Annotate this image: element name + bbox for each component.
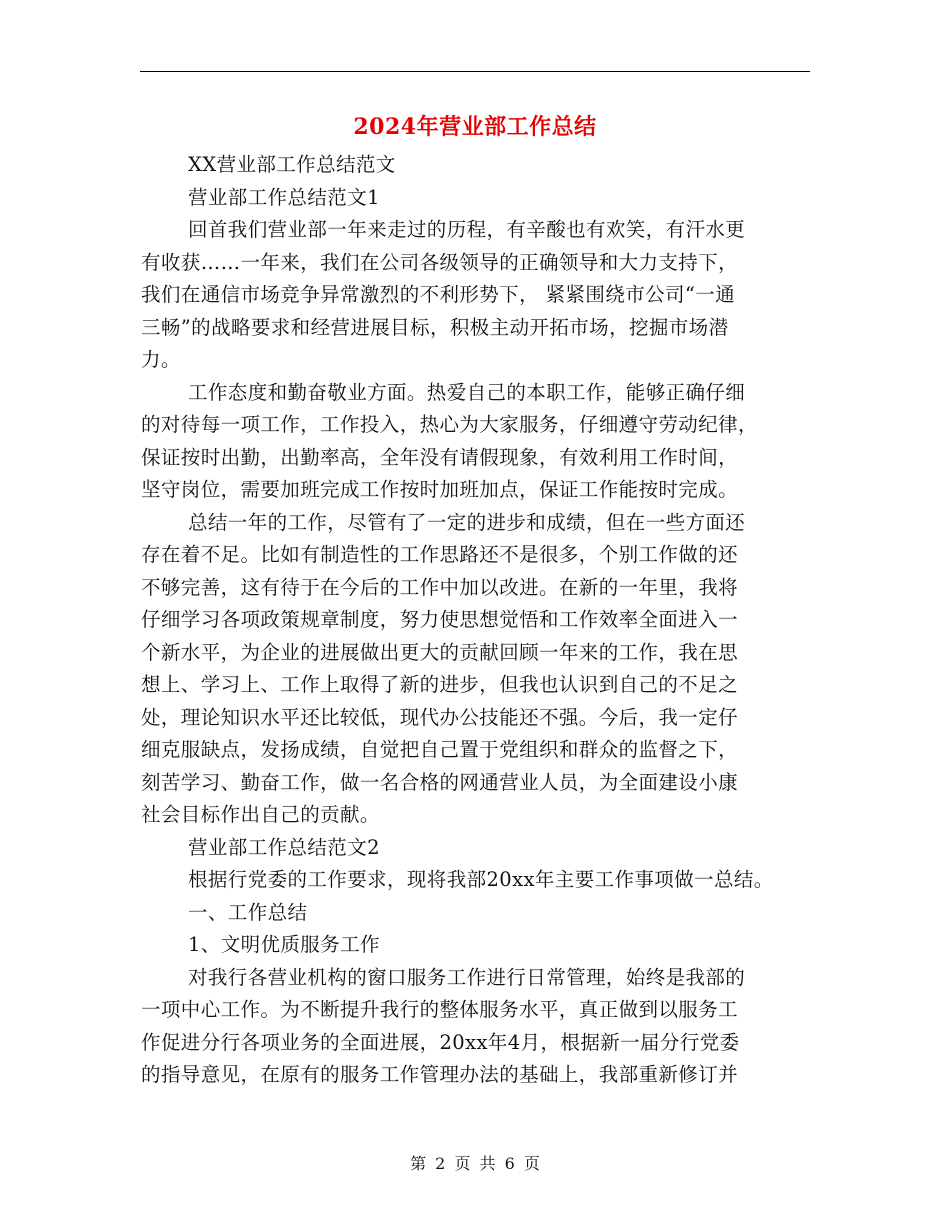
paragraph-line: 想上、学习上、工作上取得了新的进步，但我也认识到自己的不足之: [141, 673, 739, 696]
paragraph-first-line: 对我行各营业机构的窗口服务工作进行日常管理，始终是我部的: [188, 965, 746, 989]
paragraph-line: 仔细学习各项政策规章制度，努力使思想觉悟和工作效率全面进入一: [141, 608, 739, 631]
paragraph-line: 我们在通信市场竞争异常激烈的不利形势下， 紧紧围绕市公司“一通: [141, 283, 736, 306]
paragraph-first-line: 一、工作总结: [188, 900, 308, 924]
paragraph-first-line: 根据行党委的工作要求，现将我部20xx年主要工作事项做一总结。: [188, 868, 774, 891]
paragraph-line: 三畅”的战略要求和经营进展目标，积极主动开拓市场，挖掘市场潜: [141, 315, 729, 339]
paragraph-line: 的对待每一项工作，工作投入，热心为大家服务，仔细遵守劳动纪律，: [141, 413, 758, 436]
paragraph-first-line: 总结一年的工作，尽管有了一定的进步和成绩，但在一些方面还: [188, 510, 746, 534]
page-number-footer: 第 2 页 共 6 页: [410, 1154, 540, 1173]
paragraph-line: 作促进分行各项业务的全面进展，20xx年4月，根据新一届分行党委: [141, 1030, 740, 1054]
paragraph-line: 存在着不足。比如有制造性的工作思路还不是很多，个别工作做的还: [141, 543, 739, 566]
paragraph-line: 细克服缺点，发扬成绩，自觉把自己置于党组织和群众的监督之下，: [141, 738, 739, 761]
paragraph-line: 有收获……一年来，我们在公司各级领导的正确领导和大力支持下，: [141, 250, 739, 274]
paragraph-line: 一项中心工作。为不断提升我行的整体服务水平，真正做到以服务工: [141, 998, 739, 1021]
paragraph-line: 个新水平，为企业的进展做出更大的贡献回顾一年来的工作，我在思: [141, 640, 739, 664]
paragraph-line: 刻苦学习、勤奋工作，做一名合格的网通营业人员，为全面建设小康: [141, 770, 739, 794]
paragraph-line: 不够完善，这有待于在今后的工作中加以改进。在新的一年里，我将: [141, 575, 739, 599]
paragraph-line: 的指导意见，在原有的服务工作管理办法的基础上，我部重新修订并: [141, 1063, 739, 1086]
document-title: 2024年营业部工作总结: [353, 114, 597, 140]
paragraph-line: 处，理论知识水平还比较低，现代办公技能还不强。今后，我一定仔: [141, 705, 739, 729]
paragraph-line: 坚守岗位，需要加班完成工作按时加班加点，保证工作能按时完成。: [141, 478, 739, 501]
paragraph-first-line: 1、文明优质服务工作: [188, 933, 380, 956]
header-rule: [140, 71, 810, 72]
paragraph-first-line: 工作态度和勤奋敬业方面。热爱自己的本职工作，能够正确仔细: [188, 380, 746, 404]
paragraph-line: 力。: [141, 348, 181, 371]
document-body: [141, 149, 813, 1092]
paragraph-first-line: 回首我们营业部一年来走过的历程，有辛酸也有欢笑，有汗水更: [188, 218, 746, 241]
paragraph-first-line: 营业部工作总结范文2: [188, 835, 380, 859]
paragraph-line: 社会目标作出自己的贡献。: [141, 803, 380, 826]
paragraph-line: 保证按时出勤，出勤率高，全年没有请假现象，有效利用工作时间，: [141, 445, 739, 469]
paragraph-first-line: XX营业部工作总结范文: [188, 153, 396, 176]
paragraph-first-line: 营业部工作总结范文1: [188, 185, 380, 209]
